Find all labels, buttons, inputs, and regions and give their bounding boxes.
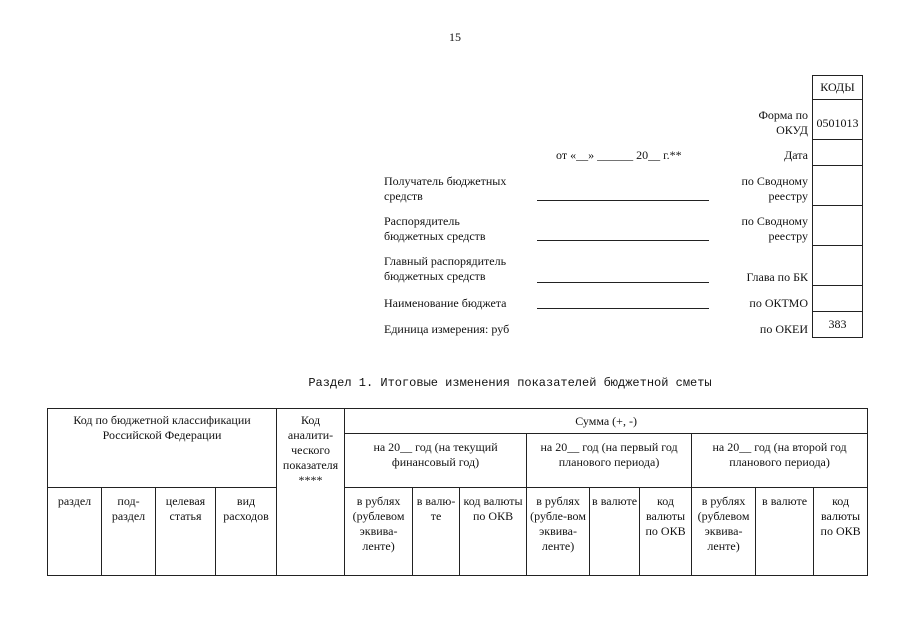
oktmo-label: по ОКТМО xyxy=(749,296,808,310)
col-currency-1: в валю-те xyxy=(413,488,460,576)
field-manager-line[interactable] xyxy=(537,240,709,241)
field-chief-manager-label: Главный распорядитель бюджетных средств xyxy=(384,254,507,283)
col-target-article: целевая статья xyxy=(156,488,216,576)
registry-label-1: по Сводному реестру xyxy=(741,174,808,203)
registry-code-2 xyxy=(813,206,863,246)
header-year-current: на 20__ год (на текущий финансовый год) xyxy=(345,434,527,488)
field-recipient-label: Получатель бюджетных средств xyxy=(384,174,507,203)
header-year-plan-2: на 20__ год (на второй год планового периода) xyxy=(692,434,868,488)
registry-label-2: по Сводному реестру xyxy=(741,214,808,243)
bk-chapter-label: Глава по БК xyxy=(746,270,808,284)
header-year-plan-1: на 20__ год (на первый год планового периода) xyxy=(527,434,692,488)
field-manager-label: Распорядитель бюджетных средств xyxy=(384,214,486,243)
date-line: от «__» ______ 20__ г.** xyxy=(556,148,682,162)
field-budget-name-label: Наименование бюджета xyxy=(384,296,507,310)
field-unit-label: Единица измерения: руб xyxy=(384,322,510,336)
col-okv-3: код валюты по ОКВ xyxy=(814,488,868,576)
header-kbk: Код по бюджетной классификации Российской Федерации xyxy=(48,409,277,488)
codes-box xyxy=(812,75,863,338)
date-label: Дата xyxy=(784,148,808,162)
header-analytic-code: Код аналити-ческого показателя **** xyxy=(277,409,345,576)
col-currency-2: в валюте xyxy=(590,488,640,576)
col-okv-1: код валюты по ОКВ xyxy=(460,488,527,576)
oktmo-code xyxy=(813,286,863,312)
header-sum: Сумма (+, -) xyxy=(345,409,868,434)
registry-code-1 xyxy=(813,166,863,206)
col-expense-type: вид расходов xyxy=(216,488,277,576)
field-chief-manager-line[interactable] xyxy=(537,282,709,283)
col-rub-3: в рублях (рублевом эквива-ленте) xyxy=(692,488,756,576)
okud-label: Форма по ОКУД xyxy=(758,108,808,137)
bk-chapter-code xyxy=(813,246,863,286)
field-recipient-line[interactable] xyxy=(537,200,709,201)
col-okv-2: код валюты по ОКВ xyxy=(640,488,692,576)
budget-changes-table xyxy=(47,408,868,576)
page-number: 15 xyxy=(449,30,461,44)
col-rub-1: в рублях (рублевом эквива-ленте) xyxy=(345,488,413,576)
field-budget-name-line[interactable] xyxy=(537,308,709,309)
col-subsection: под-раздел xyxy=(102,488,156,576)
okei-code: 383 xyxy=(813,312,863,338)
codes-header: КОДЫ xyxy=(813,76,863,100)
col-section: раздел xyxy=(48,488,102,576)
section-title: Раздел 1. Итоговые изменения показателей бюджетной сметы xyxy=(308,376,712,390)
col-rub-2: в рублях (рубле-вом эквива-ленте) xyxy=(527,488,590,576)
okud-code: 0501013 xyxy=(813,100,863,140)
col-currency-3: в валюте xyxy=(756,488,814,576)
date-code xyxy=(813,140,863,166)
okei-label: по ОКЕИ xyxy=(759,322,808,336)
